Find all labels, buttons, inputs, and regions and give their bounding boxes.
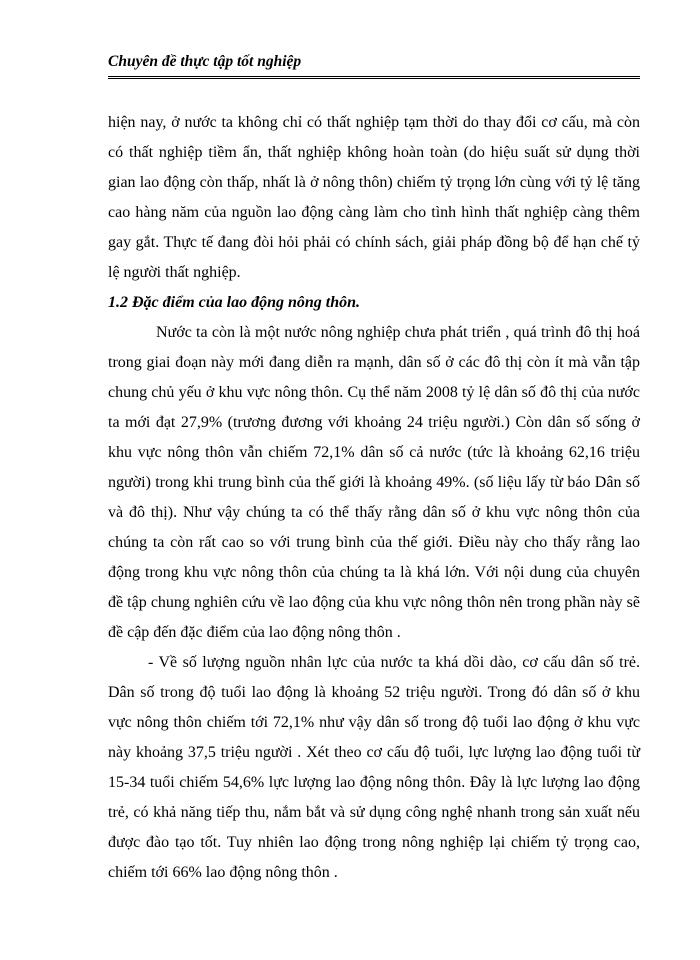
running-header: Chuyên đề thực tập tốt nghiệp [108, 53, 302, 70]
document-body [108, 108, 640, 888]
paragraph-labor-quantity: - Về số lượng nguồn nhân lực của nước ta khá dồi dào, cơ cấu dân số trẻ. Dân số trong độ tuổi lao động là khoảng 52 triệu người. Trong đó dân số ở khu vực nông thôn chiếm tới 72,1% như vậy dân số trong độ tuổi lao động ở khu vực này khoảng 37,5 triệu người . Xét theo cơ cấu độ tuổi, lực lượng lao động tuổi từ 15-34 tuổi chiếm 54,6% lực lượng lao động nông thôn. Đây là lực lượng lao động trẻ, có khả năng tiếp thu, nắm bắt và sử dụng công nghệ nhanh trong sản xuất nếu được đào tạo tốt. Tuy nhiên lao động trong nông nghiệp lại chiếm tỷ trọng cao, chiếm tới 66% lao động nông thôn . [108, 654, 640, 881]
header-rule [108, 76, 640, 79]
paragraph-intro: hiện nay, ở nước ta không chỉ có thất nghiệp tạm thời do thay đổi cơ cấu, mà còn có thất nghiệp tiềm ẩn, thất nghiệp không hoàn toàn (do hiệu suất sử dụng thời gian lao động còn thấp, nhất là ở nông thôn) chiếm tỷ trọng lớn cùng với tỷ lệ tăng cao hàng năm của nguồn lao động càng làm cho tình hình thất nghiệp càng thêm gay gắt. Thực tế đang đòi hỏi phải có chính sách, giải pháp đồng bộ để hạn chế tỷ lệ người thất nghiệp. [108, 114, 640, 281]
paragraph-population: Nước ta còn là một nước nông nghiệp chưa phát triển , quá trình đô thị hoá trong giai đoạn này mới đang diễn ra mạnh, dân số ở các đô thị còn ít mà vẫn tập chung chủ yếu ở khu vực nông thôn. Cụ thể năm 2008 tỷ lệ dân số đô thị của nước ta mới đạt 27,9% (trương đương với khoảng 24 triệu người.) Còn dân số sống ở khu vực nông thôn vẫn chiếm 72,1% dân số cả nước (tức là khoảng 62,16 triệu người) trong khi trung bình của thế giới là khoảng 49%. (số liệu lấy từ báo Dân số và đô thị). Như vậy chúng ta có thể thấy rằng dân số ở khu vực nông thôn của chúng ta còn rất cao so với trung bình của thế giới. Điều này cho thấy rằng lao động trong khu vực nông thôn của chúng ta là khá lớn. Với nội dung của chuyên đề tập chung nghiên cứu về lao động của khu vực nông thôn nên trong phần này sẽ đề cập đến đặc điểm của lao động nông thôn . [108, 324, 640, 641]
section-heading: 1.2 Đặc điểm của lao động nông thôn. [108, 294, 361, 311]
